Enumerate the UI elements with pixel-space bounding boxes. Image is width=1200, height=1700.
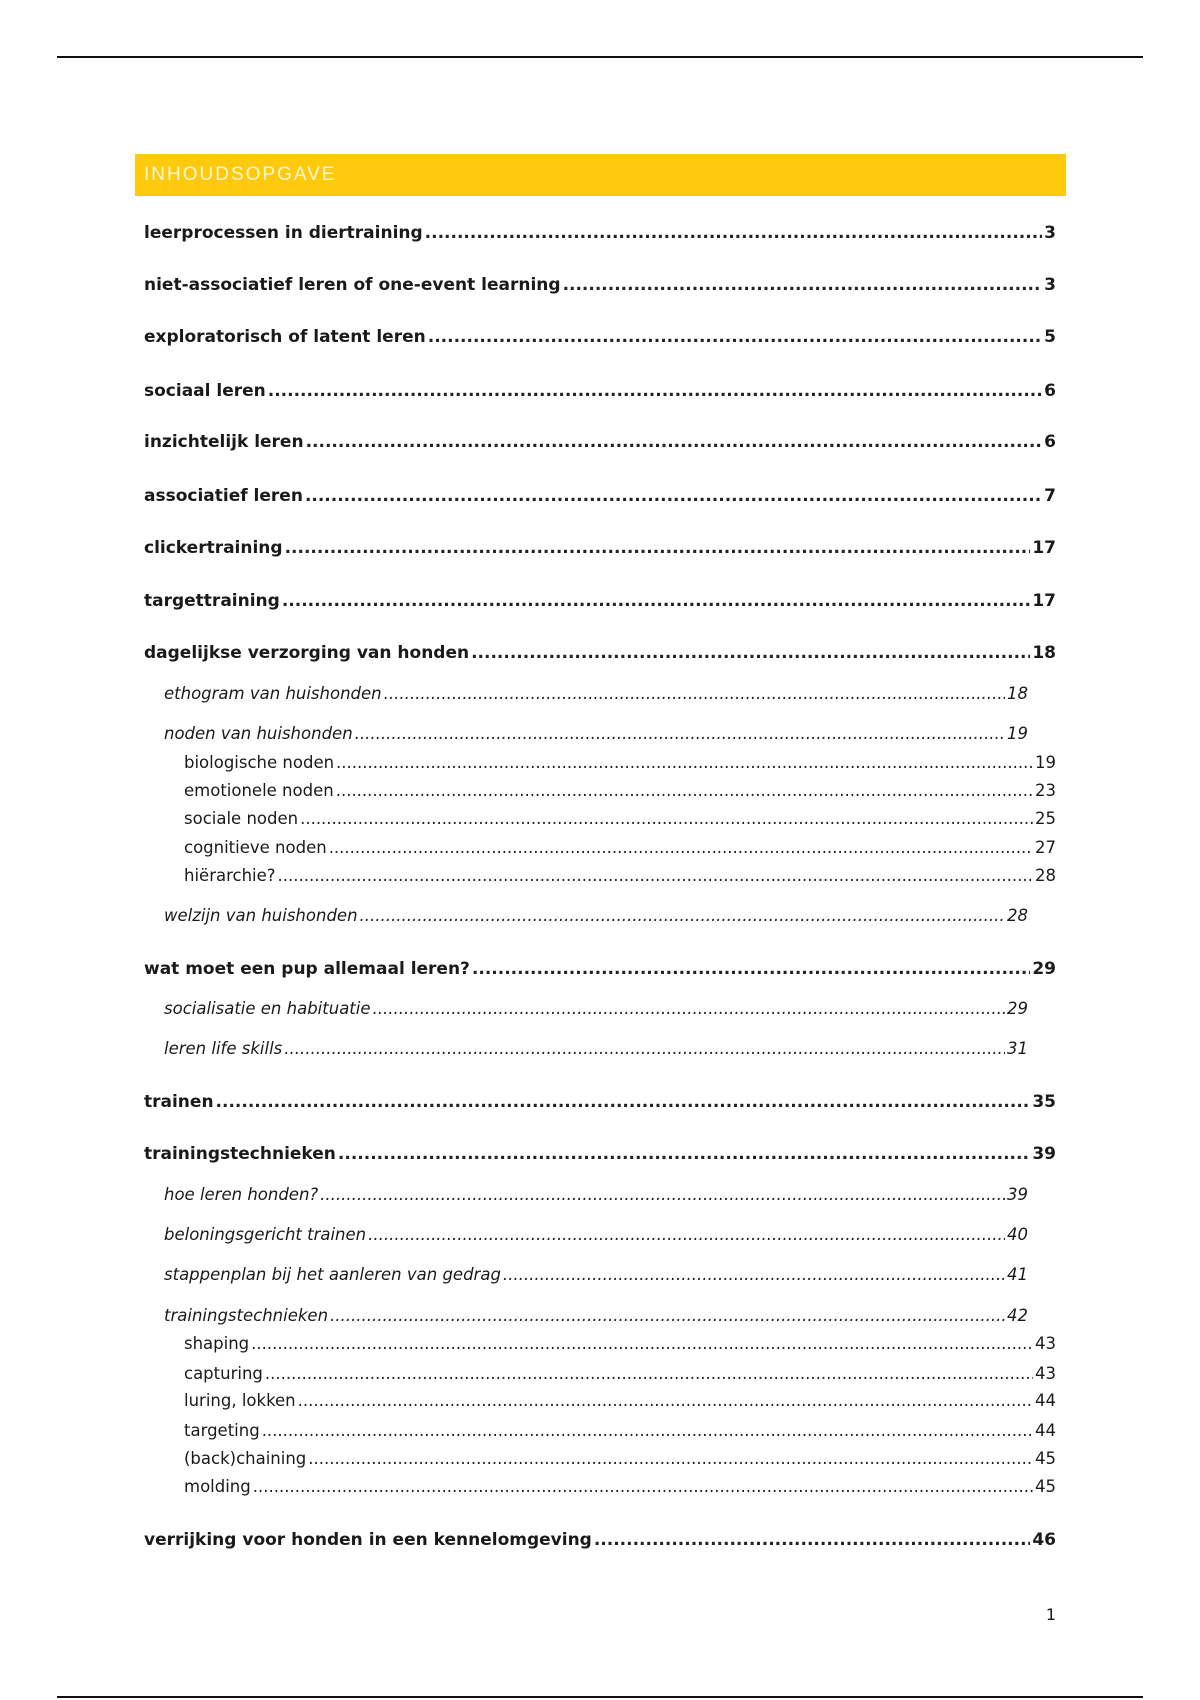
toc-entry[interactable]: [164, 997, 1028, 1021]
toc-entry-page: 44: [1035, 1391, 1056, 1410]
toc-entry-label: beloningsgericht trainen: [164, 1225, 367, 1244]
dot-leader: [563, 273, 1043, 297]
dot-leader: [428, 325, 1042, 349]
dot-leader: [216, 1090, 1031, 1114]
toc-entry-page: 5: [1044, 327, 1056, 347]
dot-leader: [308, 1447, 1033, 1471]
dot-leader: [425, 221, 1042, 245]
toc-entry-page: 27: [1035, 838, 1056, 857]
toc-entry[interactable]: [184, 836, 1056, 860]
toc-entry[interactable]: [144, 379, 1056, 403]
toc-entry-label: emotionele noden: [184, 781, 334, 800]
toc-entry-label: inzichtelijk leren: [144, 432, 304, 452]
toc-entry[interactable]: [184, 807, 1056, 831]
dot-leader: [373, 997, 1005, 1021]
toc-entry-page: 7: [1044, 486, 1056, 506]
toc-entry-label: shaping: [184, 1334, 250, 1353]
dot-leader: [338, 1142, 1030, 1166]
toc-entry-page: 41: [1007, 1265, 1028, 1284]
toc-entry-page: 29: [1007, 999, 1028, 1018]
toc-entry-page: 35: [1032, 1092, 1056, 1112]
toc-entry[interactable]: [144, 1528, 1056, 1552]
toc-entry-page: 18: [1007, 684, 1028, 703]
toc-entry-label: wat moet een pup allemaal leren?: [144, 959, 470, 979]
dot-leader: [368, 1223, 1005, 1247]
toc-entry-label: sociale noden: [184, 809, 299, 828]
dot-leader: [355, 722, 1005, 746]
toc-entry[interactable]: [144, 641, 1056, 665]
dot-leader: [503, 1263, 1005, 1287]
toc-entry-page: 18: [1032, 643, 1056, 663]
dot-leader: [329, 836, 1033, 860]
dot-leader: [278, 864, 1033, 888]
toc-entry[interactable]: [184, 1362, 1056, 1386]
toc-entry[interactable]: [164, 1263, 1028, 1287]
toc-entry[interactable]: [144, 325, 1056, 349]
toc-entry[interactable]: [164, 904, 1028, 928]
dot-leader: [384, 682, 1005, 706]
toc-entry-label: trainen: [144, 1092, 214, 1112]
dot-leader: [285, 536, 1031, 560]
toc-entry-label: biologische noden: [184, 753, 335, 772]
toc-entry-label: leerprocessen in diertraining: [144, 223, 423, 243]
toc-entry-page: 40: [1007, 1225, 1028, 1244]
toc-entry-page: 43: [1035, 1364, 1056, 1383]
dot-leader: [336, 779, 1033, 803]
toc-entry[interactable]: [184, 1332, 1056, 1356]
toc-entry[interactable]: [144, 536, 1056, 560]
dot-leader: [300, 807, 1033, 831]
toc-entry-label: targettraining: [144, 591, 280, 611]
toc-entry-page: 6: [1044, 381, 1056, 401]
dot-leader: [268, 379, 1042, 403]
toc-entry[interactable]: [164, 1223, 1028, 1247]
dot-leader: [251, 1332, 1033, 1356]
toc-entry-page: 45: [1035, 1477, 1056, 1496]
toc-entry[interactable]: [144, 1090, 1056, 1114]
toc-entry[interactable]: [184, 1475, 1056, 1499]
toc-entry-label: leren life skills: [164, 1039, 283, 1058]
toc-entry-label: molding: [184, 1477, 251, 1496]
toc-entry[interactable]: [164, 722, 1028, 746]
toc-entry[interactable]: [144, 1142, 1056, 1166]
toc-entry[interactable]: [164, 1037, 1028, 1061]
toc-entry-page: 42: [1007, 1306, 1028, 1325]
toc-entry-page: 45: [1035, 1449, 1056, 1468]
dot-leader: [306, 430, 1043, 454]
toc-entry-label: hiërarchie?: [184, 866, 276, 885]
toc-entry-label: (back)chaining: [184, 1449, 307, 1468]
toc-entry[interactable]: [164, 682, 1028, 706]
toc-entry[interactable]: [184, 779, 1056, 803]
toc-entry-label: verrijking voor honden in een kennelomgeving: [144, 1530, 592, 1550]
toc-entry-page: 17: [1032, 538, 1056, 558]
toc-entry-page: 3: [1044, 275, 1056, 295]
toc-entry[interactable]: [144, 221, 1056, 245]
toc-entry-label: ethogram van huishonden: [164, 684, 382, 703]
toc-entry-label: exploratorisch of latent leren: [144, 327, 426, 347]
toc-entry-page: 29: [1032, 959, 1056, 979]
dot-leader: [320, 1183, 1005, 1207]
toc-entry[interactable]: [144, 484, 1056, 508]
toc-entry-page: 3: [1044, 223, 1056, 243]
toc-entry-page: 23: [1035, 781, 1056, 800]
toc-entry[interactable]: [164, 1304, 1028, 1328]
toc-entry-label: capturing: [184, 1364, 263, 1383]
dot-leader: [360, 904, 1005, 928]
bottom-rule: [57, 1696, 1143, 1698]
toc-entry-page: 17: [1032, 591, 1056, 611]
dot-leader: [330, 1304, 1005, 1328]
toc-entry-label: stappenplan bij het aanleren van gedrag: [164, 1265, 501, 1284]
toc-entry[interactable]: [184, 1389, 1056, 1413]
toc-entry-label: niet-associatief leren of one-event learning: [144, 275, 561, 295]
toc-entry[interactable]: [184, 864, 1056, 888]
toc-entry-label: welzijn van huishonden: [164, 906, 358, 925]
toc-entry[interactable]: [144, 957, 1056, 981]
toc-entry-label: clickertraining: [144, 538, 283, 558]
toc-entry-label: hoe leren honden?: [164, 1185, 319, 1204]
toc-entry[interactable]: [144, 430, 1056, 454]
toc-title-banner: INHOUDSOPGAVE: [135, 154, 1066, 196]
toc-entry[interactable]: [184, 1447, 1056, 1471]
toc-entry-page: 44: [1035, 1421, 1056, 1440]
page-number: 1: [1045, 1605, 1056, 1624]
toc-entry-label: dagelijkse verzorging van honden: [144, 643, 470, 663]
toc-entry-label: cognitieve noden: [184, 838, 327, 857]
toc-entry-page: 19: [1007, 724, 1028, 743]
toc-entry-page: 46: [1032, 1530, 1056, 1550]
toc-entry-page: 28: [1035, 866, 1056, 885]
toc-entry[interactable]: [164, 1183, 1028, 1207]
toc-entry[interactable]: [144, 589, 1056, 613]
toc-entry-label: noden van huishonden: [164, 724, 353, 743]
toc-entry-page: 31: [1007, 1039, 1028, 1058]
toc-entry-label: luring, lokken: [184, 1391, 296, 1410]
toc-entry[interactable]: [184, 751, 1056, 775]
toc-entry-page: 6: [1044, 432, 1056, 452]
toc-entry[interactable]: [184, 1419, 1056, 1443]
toc-entry[interactable]: [144, 273, 1056, 297]
toc-entry-label: trainingstechnieken: [144, 1144, 336, 1164]
toc-entry-label: targeting: [184, 1421, 260, 1440]
toc-entry-page: 19: [1035, 753, 1056, 772]
dot-leader: [262, 1419, 1033, 1443]
dot-leader: [298, 1389, 1033, 1413]
dot-leader: [471, 641, 1030, 665]
dot-leader: [265, 1362, 1033, 1386]
toc-entry-page: 25: [1035, 809, 1056, 828]
dot-leader: [472, 957, 1030, 981]
dot-leader: [284, 1037, 1005, 1061]
toc-entry-label: trainingstechnieken: [164, 1306, 329, 1325]
dot-leader: [336, 751, 1033, 775]
dot-leader: [253, 1475, 1033, 1499]
dot-leader: [305, 484, 1042, 508]
toc-entry-label: socialisatie en habituatie: [164, 999, 371, 1018]
toc-entry-page: 28: [1007, 906, 1028, 925]
dot-leader: [594, 1528, 1030, 1552]
toc-entry-page: 39: [1032, 1144, 1056, 1164]
toc-entry-page: 43: [1035, 1334, 1056, 1353]
toc-entry-label: sociaal leren: [144, 381, 266, 401]
toc-entry-label: associatief leren: [144, 486, 303, 506]
toc-entry-page: 39: [1007, 1185, 1028, 1204]
dot-leader: [282, 589, 1031, 613]
